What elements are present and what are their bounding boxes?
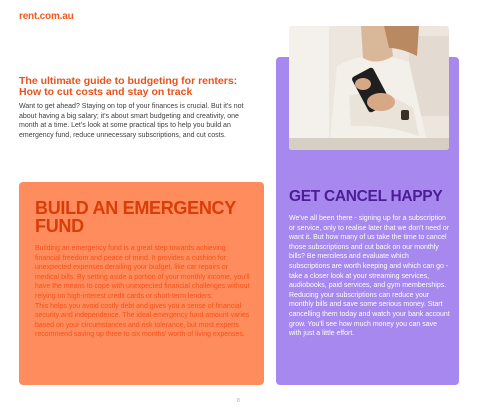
page-number: 8: [237, 398, 240, 404]
woman-with-phone-photo: [289, 26, 449, 150]
emergency-fund-paragraph-2: This helps you avoid costly debt and gives you a sense of financial security and independence. The ideal emergency fund amount varies based on your circumstances and risk tolerance, but most experts recommend saving up three to six months' worth of living expenses.: [35, 302, 250, 339]
emergency-fund-paragraph-1: Building an emergency fund is a great step towards achieving financial freedom and peace of mind. It provides a cushion for unexpected expenses derailing your budget, like car repairs or medical bills. By setting aside a portion of your monthly income, you'll have the means to cope with unexpected financial challenges without relying on high-interest credit cards or short-term lenders.: [35, 245, 250, 300]
cancel-happy-paragraph-2: Reducing your subscriptions can reduce your monthly bills and save some serious money. Start cancelling them today and watch your bank account grow. You'll see how much money you can save with just a little effort.: [289, 291, 450, 338]
cancel-happy-body: [289, 214, 451, 339]
intro-paragraph: Want to get ahead? Staying on top of your finances is crucial. But it's not about having a big salary; it's about smart budgeting and creativity, one month at a time. Let's look at some practical tips to help you build an emergency fund, reduce unnecessary subscriptions, and cut costs.: [19, 103, 244, 139]
emergency-fund-body: [35, 244, 250, 340]
article-title: The ultimate guide to budgeting for renters: How to cut costs and stay on track: [19, 75, 238, 98]
brand-logo: rent.com.au: [19, 11, 74, 22]
emergency-fund-heading: BUILD AN EMERGENCY FUND: [35, 198, 236, 236]
cancel-happy-paragraph-1: We've all been there - signing up for a subscription or service, only to realise later that we don't need or want it. But how many of us take the time to cancel those subscriptions and cut back on our monthly bills? Be merciless and evaluate which subscriptions are worth keeping and which can go - take a closer look at your streaming services, audiobooks, paid services, and gym memberships.: [289, 215, 450, 290]
photo-illustration: [289, 26, 449, 150]
cancel-happy-heading: GET CANCEL HAPPY: [289, 188, 443, 205]
